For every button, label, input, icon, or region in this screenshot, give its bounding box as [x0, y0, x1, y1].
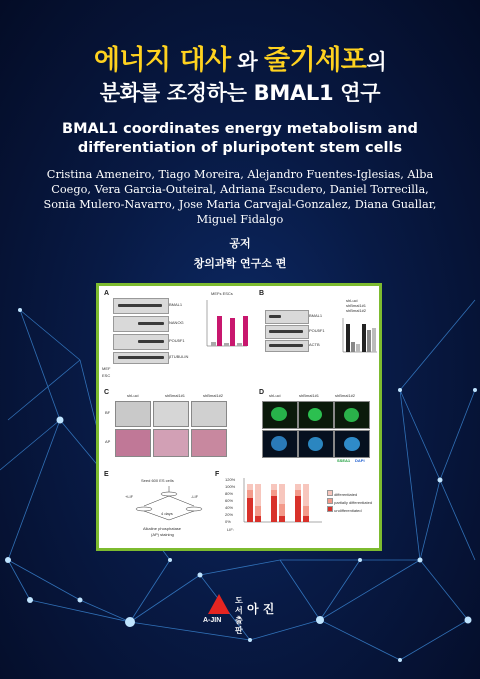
logo-triangle-icon — [208, 594, 230, 614]
e-ap1: Alkaline phosphatase — [143, 526, 182, 531]
editor-credit: 창의과학 연구소 편 — [193, 257, 287, 270]
english-subtitle — [0, 120, 480, 158]
panel-label-a: A — [104, 290, 110, 297]
coauthor-label: 공저 — [229, 237, 251, 250]
e-ap2: (AP) staining — [151, 532, 174, 537]
title-particle: 의 — [366, 50, 387, 74]
blot-b-1 — [265, 310, 309, 324]
chart-f — [243, 476, 323, 526]
legend-a: MEFs ESCs — [211, 291, 233, 296]
col-c-3: shBmal1#2 — [203, 393, 224, 398]
e-plus-lif: +LIF — [125, 494, 134, 499]
book-title-line2: 분화를 조정하는 BMAL1 연구 — [99, 81, 381, 105]
book-title-line1 — [0, 38, 480, 77]
label-bmal1-a: BMAL1 — [169, 302, 183, 307]
micro-bf-3 — [191, 401, 227, 427]
title-connector: 와 — [230, 50, 265, 74]
fluor-d-3 — [334, 401, 370, 429]
micro-ap-1 — [115, 429, 151, 457]
e-seed: Seed 600 ES cells — [141, 478, 174, 483]
label-bmal1-b: BMAL1 — [309, 313, 323, 318]
micro-bf-1 — [115, 401, 151, 427]
panel-label-b: B — [259, 290, 265, 297]
chart-b — [339, 316, 379, 356]
e-minus-lif: -LIF — [191, 494, 199, 499]
cover-figure — [96, 283, 382, 551]
micro-ap-3 — [191, 429, 227, 457]
row-c-bf: BF — [105, 410, 111, 415]
stain-dapi: DAPI — [355, 458, 365, 463]
blot-b-2 — [265, 325, 309, 339]
panel-label-c: C — [104, 389, 110, 396]
e-workflow — [129, 484, 209, 524]
micro-ap-2 — [153, 429, 189, 457]
label-pou5f1-b: POU5F1 — [309, 328, 325, 333]
col-c-2: shBmal1#1 — [165, 393, 186, 398]
publisher-label: 도서출판 — [235, 596, 243, 635]
panel-label-d: D — [259, 389, 265, 396]
row-c-ap: AP — [105, 439, 111, 444]
e-days: 4 days — [161, 511, 173, 516]
blot-a-2 — [113, 316, 169, 332]
label-pou5f1-a: POU5F1 — [169, 338, 185, 343]
panel-label-f: F — [215, 471, 220, 478]
blot-b-3 — [265, 340, 309, 352]
label-actb-b: ACTB — [309, 342, 320, 347]
f-legend: differentiated partially differentiated undifferentiated — [327, 490, 372, 514]
col-c-1: shLuci — [127, 393, 139, 398]
subtitle-line2: differentiation of pluripotent stem cells — [77, 140, 403, 156]
panel-label-e: E — [104, 471, 109, 478]
chart-a — [199, 296, 249, 358]
fluor-d-5 — [298, 430, 334, 458]
publisher-brand: A-JIN — [203, 617, 222, 624]
subtitle-line1: BMAL1 coordinates energy metabolism and — [62, 121, 418, 137]
label-tubulin-a: βTUBULIN — [169, 354, 189, 359]
legend-b: shLuci shBmal1#1 shBmal1#2 — [346, 298, 367, 313]
col-d-3: shBmal1#2 — [335, 393, 356, 398]
fluor-d-6 — [334, 430, 370, 458]
blot-a-3 — [113, 334, 169, 350]
blot-a-4 — [113, 352, 169, 364]
blot-a-1 — [113, 298, 169, 314]
author-list: Cristina Ameneiro, Tiago Moreira, Alejandro Fuentes-Iglesias, Alba Coego, Vera Garcia-Outeiral, Adriana Escudero, Daniel Torrecilla, Sonia Mulero-Navarro, Jose Maria Carvajal-Gonzalez, Diana Guallar, Miguel Fidalgo — [43, 168, 437, 226]
stain-ssea1: SSEA1 — [337, 458, 351, 463]
f-lif-label: LIF: — [227, 527, 234, 532]
label-mef-row: MEF — [102, 366, 111, 371]
fluor-d-1 — [262, 401, 298, 429]
publisher-logo — [202, 592, 278, 635]
label-esc-row: ESC — [102, 373, 111, 378]
title-highlight-energy: 에너지 대사 — [93, 45, 231, 76]
publisher-name: 아 진 — [247, 602, 275, 616]
f-yticks: 120% 100% 80% 60% 40% 20% 0% — [225, 477, 236, 524]
label-nanog-a: NANOG — [169, 320, 184, 325]
col-d-1: shLuci — [269, 393, 281, 398]
micro-bf-2 — [153, 401, 189, 427]
fluor-d-4 — [262, 430, 298, 458]
title-highlight-stemcell: 줄기세포 — [264, 45, 367, 76]
col-d-2: shBmal1#1 — [299, 393, 320, 398]
fluor-d-2 — [298, 401, 334, 429]
